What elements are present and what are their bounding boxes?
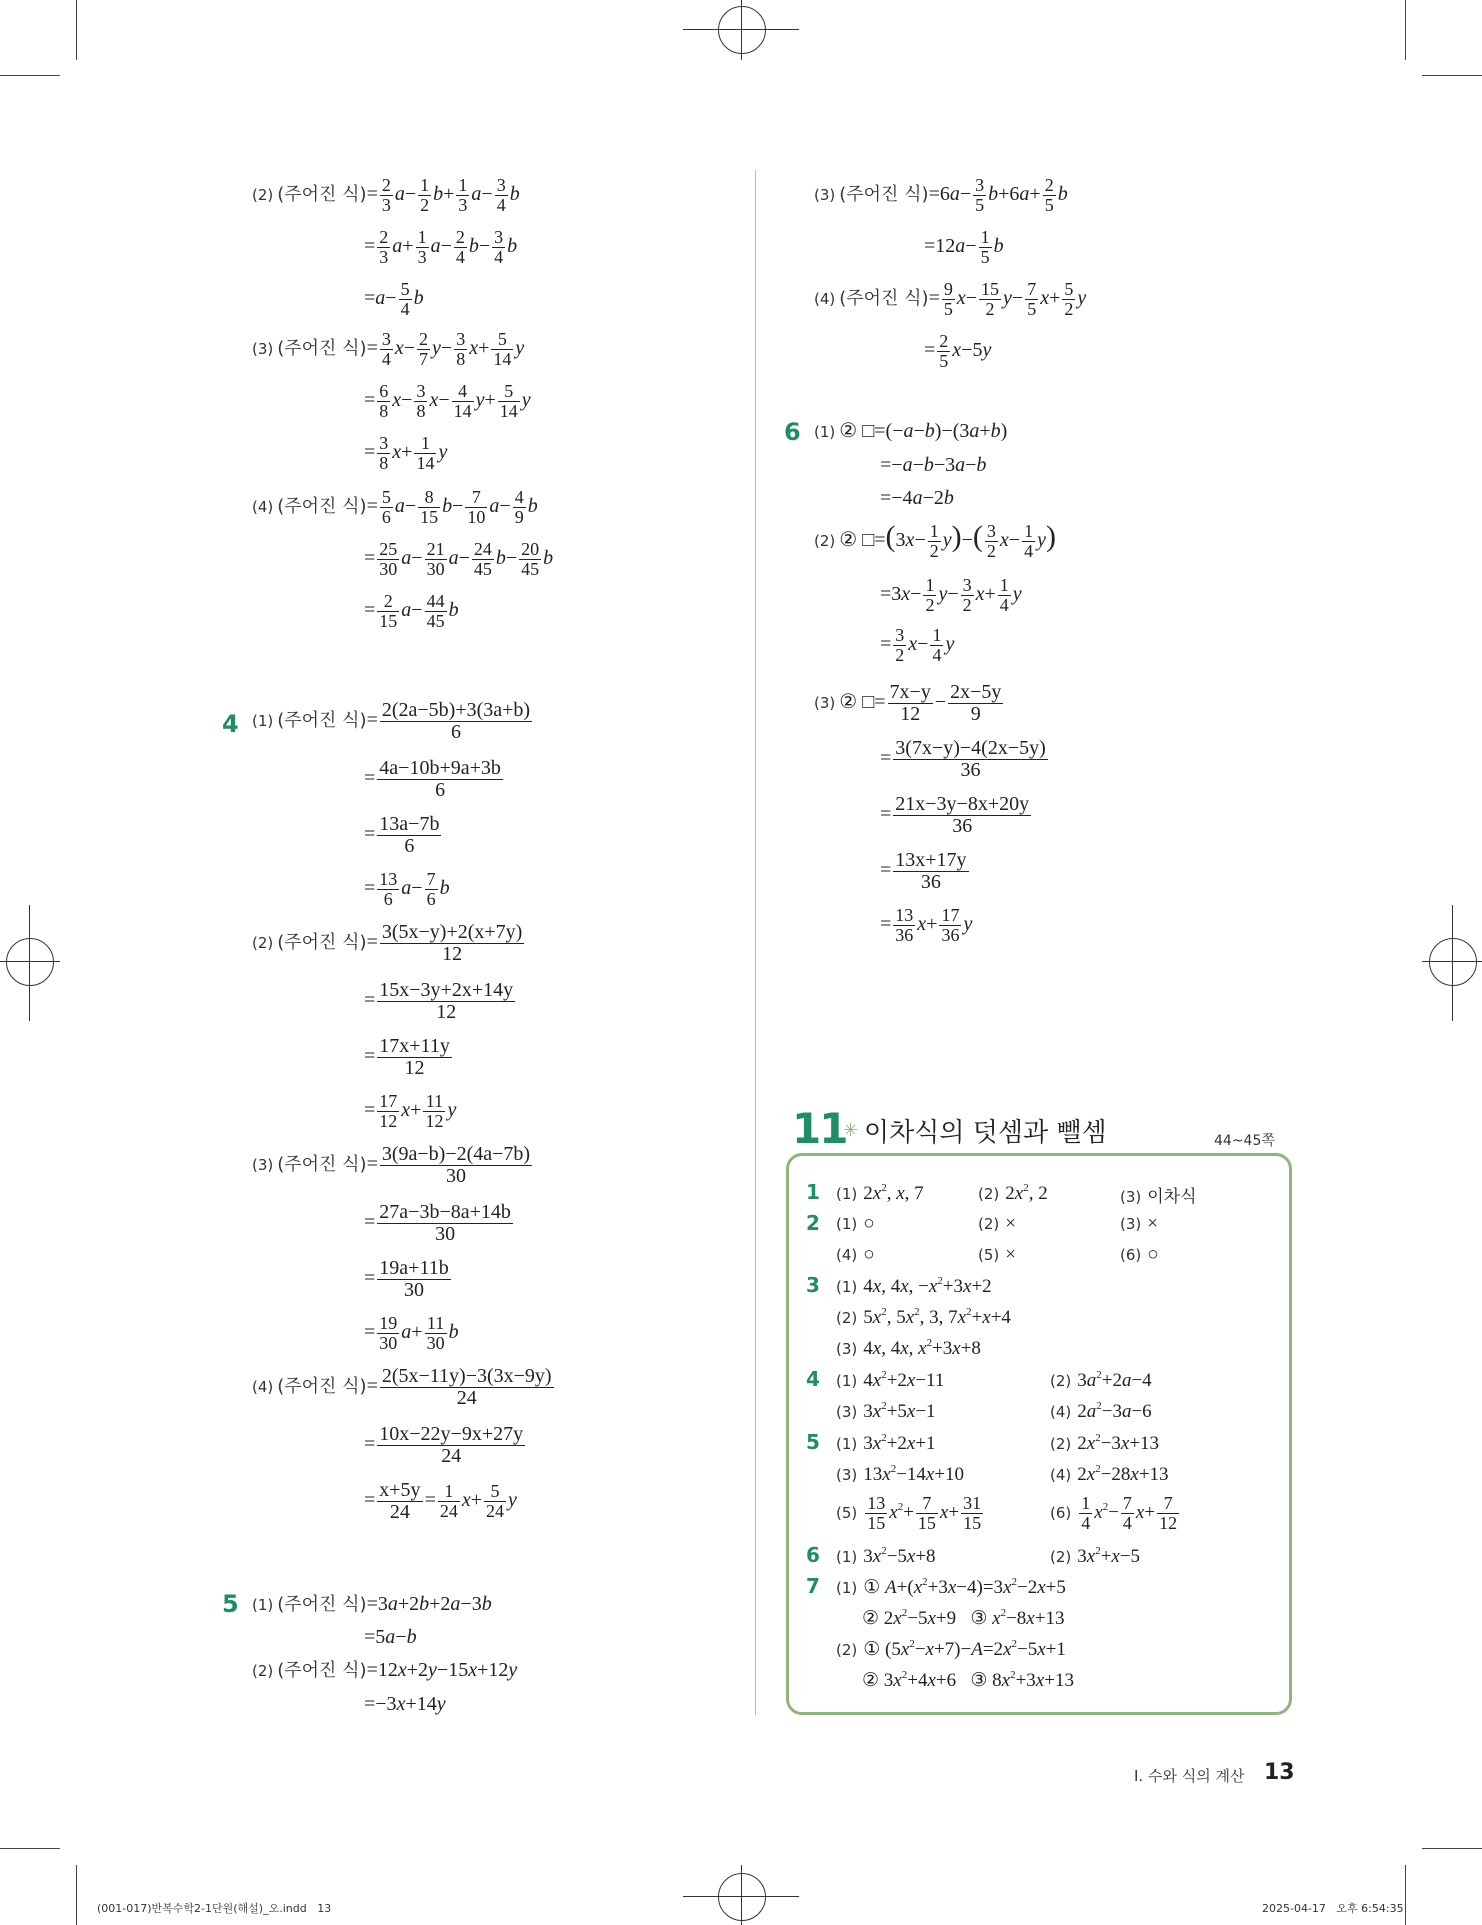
part-label: (4) (1050, 1466, 1072, 1484)
q6-1-line3: =−4a−2b (880, 487, 954, 509)
given-expression-label: (주어진 식) (277, 183, 367, 205)
section-number: 11 (792, 1104, 847, 1153)
part-label: (3) (252, 1156, 274, 1175)
answer-3-3: (3) 4x, 4x, $x^2+3x+8$ (836, 1337, 981, 1359)
part-label: (6) (1050, 1503, 1072, 1522)
timestamp: 2025-04-17 오후 6:54:35 (1262, 1902, 1404, 1915)
part-label: (4) (1050, 1403, 1072, 1421)
circled-marker: ② (839, 420, 858, 442)
answer-5-1: (1) $3x^2+2x+1$ (836, 1432, 936, 1454)
answer-7-2b: ② $3x^2+4x+6$ ③ $8x^2+3x+13$ (862, 1669, 1074, 1691)
right-p3-line2: =12a− $\frac{1}{5}$ b (924, 227, 1004, 267)
answer-value: × (1005, 1244, 1016, 1265)
answer-value: ○ (863, 1213, 875, 1234)
answer-1-2: (2) $2x^2$, 2 (978, 1182, 1048, 1204)
part-label: (3) (814, 185, 836, 204)
q4-2-line3: = $\frac{17x+11y}{12}$ (364, 1035, 450, 1079)
left-p3-line1: (3) (주어진 식)= $\frac{3}{4}$ x− $\frac{2}{7}$ y− $\frac{3}{8}$ x+ $\frac{5}{14}$ y (252, 329, 525, 369)
given-expression-label: (주어진 식) (277, 1594, 367, 1615)
part-label: (4) (252, 1378, 274, 1397)
part-label: (2) (978, 1215, 1000, 1233)
part-label: (2) (252, 185, 274, 204)
crop-mark (76, 0, 77, 60)
part-label: (1) (836, 1278, 858, 1296)
column-divider (755, 170, 756, 1715)
left-p3-line2: = $\frac{6}{8}$ x− $\frac{3}{8}$ x− $\frac{4}{14}$ y+ $\frac{5}{14}$ y (364, 381, 531, 421)
left-p4-line2: = $\frac{25}{30}$ a− $\frac{21}{30}$ a− $\frac{24}{45}$ b− $\frac{20}{45}$ b (364, 539, 554, 579)
answer-4-3: (3) $3x^2+5x-1$ (836, 1400, 936, 1422)
answer-2-5 (978, 1244, 1016, 1266)
part-label: (2) (836, 1309, 858, 1327)
answer-2-3 (1120, 1213, 1158, 1235)
q4-1-line3: = $\frac{13a-7b}{6}$ (364, 813, 440, 857)
star-icon: ✳ (843, 1120, 859, 1141)
part-label: (1) (252, 712, 274, 731)
q4-1-line4: = $\frac{13}{6}$ a− $\frac{7}{6}$ b (364, 869, 450, 909)
question-number-5: 5 (222, 1590, 239, 1618)
part-label: (4) (836, 1246, 858, 1264)
answer-5-3: (3) $13x^2-14x+10$ (836, 1463, 965, 1485)
answer-6-2: (2) $3x^2+x-5$ (1050, 1545, 1141, 1567)
crop-mark (76, 1865, 77, 1925)
answer-value: × (1147, 1213, 1158, 1234)
answer-5-4: (4) $2x^2-28x+13$ (1050, 1463, 1169, 1485)
q6-2-line2: =3x− $\frac{1}{2}$ y− $\frac{3}{2}$ x+ $\frac{1}{4}$ y (880, 575, 1022, 615)
circled-marker: ② (839, 691, 858, 714)
given-expression-label: (주어진 식) (277, 495, 367, 517)
part-label: (1) (836, 1185, 858, 1203)
answer-2-1 (836, 1213, 875, 1235)
question-number-6: 6 (784, 418, 801, 446)
file-info: (001-017)반복수학2-1단원(해설)_오.indd 13 (97, 1902, 332, 1915)
crop-mark (1405, 1865, 1406, 1925)
part-label: (2) (1050, 1548, 1072, 1566)
answer-value: ○ (863, 1244, 875, 1265)
answer-number-4: 4 (806, 1367, 820, 1391)
part-label: (3) (836, 1403, 858, 1421)
answer-value: 이차식 (1147, 1187, 1197, 1207)
q6-3-line1: (3) ② □= $\frac{7x-y}{12}$ − $\frac{2x-5y}{9}$ (814, 681, 1002, 725)
q4-3-line3: = $\frac{19a+11b}{30}$ (364, 1257, 449, 1301)
part-label: (1) (836, 1435, 858, 1453)
crop-mark (1405, 0, 1406, 60)
part-label: (3) (836, 1340, 858, 1358)
answer-number-3: 3 (806, 1273, 820, 1297)
q6-1-line1: (1) ② □=(−a−b)−(3a+b) (814, 420, 1008, 442)
q4-2-line1: (2) (주어진 식)= $\frac{3(5x-y)+2(x+7y)}{12}$ (252, 921, 523, 965)
part-label: (2) (836, 1641, 858, 1659)
part-label: (2) (1050, 1372, 1072, 1390)
answer-3-2: (2) $5x^2$, $5x^2$, 3, $7x^2+x+4$ (836, 1306, 1011, 1328)
crop-mark (0, 75, 60, 76)
part-label: (2) (252, 1662, 274, 1680)
part-label: (2) (978, 1185, 1000, 1203)
left-p3-line3: = $\frac{3}{8}$ x+ $\frac{1}{14}$ y (364, 433, 448, 473)
q6-2-line3: = $\frac{3}{2}$ x− $\frac{1}{4}$ y (880, 625, 955, 665)
part-label: (1) (836, 1215, 858, 1233)
answer-number-5: 5 (806, 1430, 820, 1454)
q5-1-line2: =5a−b (364, 1626, 417, 1648)
q6-3-line4: = $\frac{13x+17y}{36}$ (880, 849, 967, 893)
answer-3-1: (1) 4x, 4x, $-x^2+3x+2$ (836, 1275, 992, 1297)
q6-2-line1: (2) ② □=(3x− $\frac{1}{2}$ y)−( $\frac{3}{2}$ x− $\frac{1}{4}$ y) (814, 520, 1056, 561)
part-label: (1) (836, 1372, 858, 1390)
part-label: (4) (252, 497, 274, 516)
part-label: (5) (836, 1503, 858, 1522)
part-label: (1) (814, 423, 836, 441)
question-number-4: 4 (222, 710, 239, 738)
part-label: (4) (814, 289, 836, 308)
given-expression-label: (주어진 식) (277, 337, 367, 359)
answer-5-6: (6) $\frac{1}{4}$ $x^2-$ $\frac{7}{4}$ x+ $\frac{7}{12}$ (1050, 1493, 1178, 1533)
q4-4-line1: (4) (주어진 식)= $\frac{2(5x-11y)-3(3x-9y)}{24}$ (252, 1365, 552, 1409)
q6-3-line2: = $\frac{3(7x-y)-4(2x-5y)}{36}$ (880, 737, 1046, 781)
answer-5-2: (2) $2x^2-3x+13$ (1050, 1432, 1160, 1454)
part-label: (1) (252, 1596, 274, 1614)
answer-number-2: 2 (806, 1211, 820, 1235)
q4-3-line4: = $\frac{19}{30}$ a+ $\frac{11}{30}$ b (364, 1313, 459, 1353)
q4-1-line1: (1) (주어진 식)= $\frac{2(2a-5b)+3(3a+b)}{6}$ (252, 699, 531, 743)
left-p2-line2: = $\frac{2}{3}$ a+ $\frac{1}{3}$ a− $\frac{2}{4}$ b− $\frac{3}{4}$ b (364, 227, 518, 267)
answer-4-1: (1) $4x^2+2x-11$ (836, 1369, 945, 1391)
part-label: (6) (1120, 1246, 1142, 1264)
given-expression-label: (주어진 식) (839, 183, 929, 205)
answer-4-2: (2) $3a^2+2a-4$ (1050, 1369, 1152, 1391)
given-expression-label: (주어진 식) (277, 710, 367, 732)
q4-3-line1: (3) (주어진 식)= $\frac{3(9a-b)-2(4a-7b)}{30}$ (252, 1143, 531, 1187)
left-p2-line1: (2) (주어진 식)= $\frac{2}{3}$ a− $\frac{1}{2}$ b+ $\frac{1}{3}$ a− $\frac{3}{4}$ b (252, 175, 520, 215)
crop-mark (0, 1848, 60, 1849)
answer-6-1: (1) $3x^2-5x+8$ (836, 1545, 936, 1567)
q4-4-line3: = $\frac{x+5y}{24}$ = $\frac{1}{24}$ x+ $\frac{5}{24}$ y (364, 1479, 517, 1523)
q6-3-line5: = $\frac{13}{36}$ x+ $\frac{17}{36}$ y (880, 905, 973, 945)
page-number: 13 (1264, 1760, 1295, 1785)
left-p4-line3: = $\frac{2}{15}$ a− $\frac{44}{45}$ b (364, 591, 459, 631)
answer-number-7: 7 (806, 1574, 820, 1598)
answer-7-1a: (1) ① $A+(x^2+3x-4)=3x^2-2x+5$ (836, 1576, 1066, 1598)
answer-4-4: (4) $2a^2-3a-6$ (1050, 1400, 1152, 1422)
q6-1-line2: =−a−b−3a−b (880, 454, 987, 476)
section-title: 이차식의 덧셈과 뺄셈 (864, 1118, 1107, 1148)
section-pages: 44~45쪽 (1214, 1133, 1275, 1149)
part-label: (3) (814, 694, 836, 713)
part-label: (3) (1120, 1215, 1142, 1233)
left-p4-line1: (4) (주어진 식)= $\frac{5}{6}$ a− $\frac{8}{15}$ b− $\frac{7}{10}$ a− $\frac{4}{9}$ b (252, 487, 538, 527)
chapter-label: I. 수와 식의 계산 (1134, 1767, 1245, 1785)
answer-2-2 (978, 1213, 1016, 1235)
answer-value: ○ (1147, 1244, 1159, 1265)
given-expression-label: (주어진 식) (277, 932, 367, 954)
right-p3-line1: (3) (주어진 식)=6a− $\frac{3}{5}$ b+6a+ $\frac{2}{5}$ b (814, 175, 1068, 215)
q6-3-line3: = $\frac{21x-3y-8x+20y}{36}$ (880, 793, 1030, 837)
part-label: (2) (1050, 1435, 1072, 1453)
part-label: (3) (252, 339, 274, 358)
answer-5-5: (5) $\frac{13}{15}$ $x^2+$ $\frac{7}{15}$ x+ $\frac{31}{15}$ (836, 1493, 982, 1533)
q4-2-line4: = $\frac{17}{12}$ x+ $\frac{11}{12}$ y (364, 1091, 457, 1131)
answer-2-6 (1120, 1244, 1159, 1266)
crop-mark (1422, 1848, 1482, 1849)
answer-7-2a: (2) ① $(5x^2-x+7)-A=2x^2-5x+1$ (836, 1638, 1066, 1660)
part-label: (3) (836, 1466, 858, 1484)
given-expression-label: (주어진 식) (277, 1660, 367, 1681)
part-label: (1) (836, 1579, 858, 1597)
q4-2-line2: = $\frac{15x-3y+2x+14y}{12}$ (364, 979, 514, 1023)
q4-4-line2: = $\frac{10x-22y-9x+27y}{24}$ (364, 1423, 524, 1467)
circled-marker: ② (839, 529, 858, 551)
given-expression-label: (주어진 식) (277, 1154, 367, 1176)
q5-2-line2: =−3x+14y (364, 1693, 446, 1715)
answer-2-4 (836, 1244, 875, 1266)
answer-value: × (1005, 1213, 1016, 1234)
q4-3-line2: = $\frac{27a-3b-8a+14b}{30}$ (364, 1201, 511, 1245)
given-expression-label: (주어진 식) (839, 287, 929, 309)
part-label: (5) (978, 1246, 1000, 1264)
given-expression-label: (주어진 식) (277, 1376, 367, 1398)
part-label: (1) (836, 1548, 858, 1566)
q5-1-line1: (1) (주어진 식)=3a+2b+2a−3b (252, 1593, 492, 1615)
right-p4-line2: = $\frac{2}{5}$ x−5y (924, 331, 992, 371)
part-label: (3) (1120, 1188, 1142, 1206)
answer-number-1: 1 (806, 1180, 820, 1204)
answer-1-1: (1) $2x^2$, x, 7 (836, 1182, 924, 1204)
answer-7-1b: ② $2x^2-5x+9$ ③ $x^2-8x+13$ (862, 1607, 1065, 1629)
q5-2-line1: (2) (주어진 식)=12x+2y−15x+12y (252, 1659, 518, 1681)
q4-1-line2: = $\frac{4a-10b+9a+3b}{6}$ (364, 757, 501, 801)
answer-1-3 (1120, 1182, 1197, 1208)
part-label: (2) (814, 532, 836, 550)
crop-mark (1422, 75, 1482, 76)
left-p2-line3: =a− $\frac{5}{4}$ b (364, 279, 424, 319)
part-label: (2) (252, 934, 274, 953)
right-p4-line1: (4) (주어진 식)= $\frac{9}{5}$ x− $\frac{15}{2}$ y− $\frac{7}{5}$ x+ $\frac{5}{2}$ y (814, 279, 1087, 319)
answer-number-6: 6 (806, 1543, 820, 1567)
